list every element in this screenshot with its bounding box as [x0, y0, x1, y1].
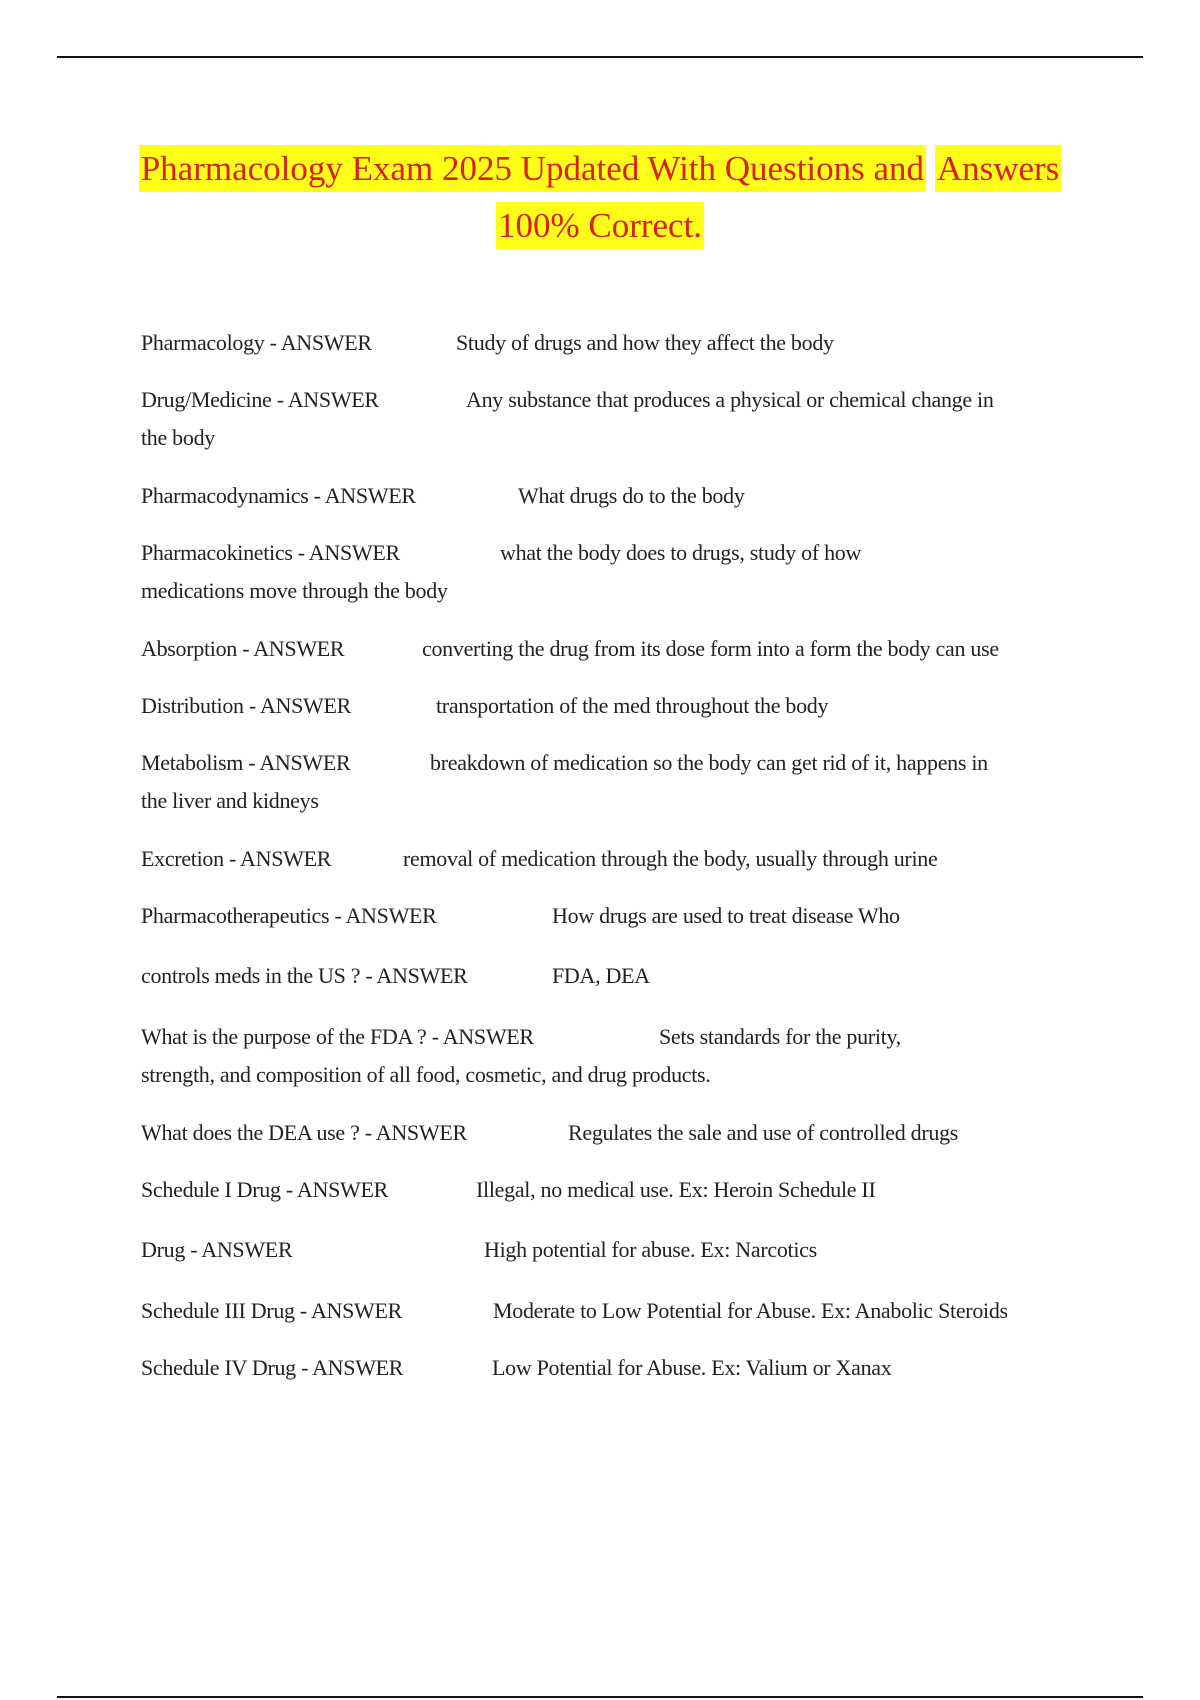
- qa-answer-continuation: the liver and kidneys: [141, 788, 319, 813]
- qa-answer: High potential for abuse. Ex: Narcotics: [484, 1237, 817, 1262]
- qa-answer: How drugs are used to treat disease Who: [552, 903, 900, 928]
- qa-answer: What drugs do to the body: [518, 483, 745, 508]
- qa-entry-pharmacotherapeutics: [141, 897, 1041, 935]
- qa-answer: Sets standards for the purity,: [659, 1024, 901, 1049]
- qa-term: Drug - ANSWER: [141, 1237, 293, 1262]
- document-title: [100, 140, 1100, 254]
- qa-answer-continuation: strength, and composition of all food, cosmetic, and drug products.: [141, 1062, 711, 1087]
- title-line-2: [100, 197, 1100, 254]
- qa-entry-absorption: [141, 630, 1041, 668]
- qa-entry-pharmacodynamics: [141, 477, 1041, 515]
- qa-term: Excretion - ANSWER: [141, 846, 332, 871]
- qa-answer: removal of medication through the body, usually through urine: [403, 846, 938, 871]
- qa-term: Schedule III Drug - ANSWER: [141, 1298, 403, 1323]
- qa-term: Distribution - ANSWER: [141, 693, 352, 718]
- bottom-rule: [57, 1696, 1143, 1698]
- qa-entry-schedule-ii: [141, 1231, 1041, 1269]
- qa-answer: FDA, DEA: [552, 963, 650, 988]
- qa-entry-fda-dea-control: [141, 957, 1041, 995]
- qa-answer-continuation: the body: [141, 425, 215, 450]
- qa-entry-pharmacokinetics: [141, 534, 1041, 610]
- qa-term: Pharmacodynamics - ANSWER: [141, 483, 416, 508]
- qa-entry-distribution: [141, 687, 1041, 725]
- qa-term: Schedule I Drug - ANSWER: [141, 1177, 388, 1202]
- qa-entry-dea-use: [141, 1114, 1041, 1152]
- qa-term: Drug/Medicine - ANSWER: [141, 387, 379, 412]
- qa-entry-pharmacology: [141, 324, 1041, 362]
- qa-entry-schedule-iii: [141, 1292, 1041, 1330]
- qa-answer: transportation of the med throughout the body: [436, 693, 829, 718]
- qa-entry-excretion: [141, 840, 1041, 878]
- qa-answer: Illegal, no medical use. Ex: Heroin Schedule II: [476, 1177, 876, 1202]
- qa-term: controls meds in the US ? - ANSWER: [141, 963, 468, 988]
- qa-term: What is the purpose of the FDA ? - ANSWER: [141, 1024, 534, 1049]
- qa-answer: what the body does to drugs, study of how: [500, 540, 862, 565]
- qa-answer: Any substance that produces a physical or chemical change in: [466, 387, 994, 412]
- qa-entry-schedule-i: [141, 1171, 1041, 1209]
- qa-answer: Moderate to Low Potential for Abuse. Ex: Anabolic Steroids: [493, 1298, 1008, 1323]
- qa-term: Schedule IV Drug - ANSWER: [141, 1355, 404, 1380]
- qa-term: Pharmacokinetics - ANSWER: [141, 540, 400, 565]
- qa-entry-fda-purpose: [141, 1018, 1041, 1094]
- qa-answer: Regulates the sale and use of controlled drugs: [568, 1120, 959, 1145]
- title-highlight-1: Pharmacology Exam 2025 Updated With Questions and: [139, 145, 926, 192]
- qa-term: Absorption - ANSWER: [141, 636, 345, 661]
- qa-term: What does the DEA use ? - ANSWER: [141, 1120, 467, 1145]
- qa-answer: Low Potential for Abuse. Ex: Valium or Xanax: [492, 1355, 892, 1380]
- qa-term: Pharmacotherapeutics - ANSWER: [141, 903, 437, 928]
- qa-answer: breakdown of medication so the body can get rid of it, happens in: [430, 750, 988, 775]
- qa-term: Pharmacology - ANSWER: [141, 330, 372, 355]
- title-highlight-3: 100% Correct.: [496, 202, 704, 249]
- qa-entry-metabolism: [141, 744, 1041, 820]
- qa-term: Metabolism - ANSWER: [141, 750, 351, 775]
- qa-answer: Study of drugs and how they affect the body: [456, 330, 834, 355]
- title-highlight-2: Answers: [935, 145, 1061, 192]
- qa-entry-drug-medicine: [141, 381, 1041, 457]
- top-rule: [57, 56, 1143, 58]
- qa-answer: converting the drug from its dose form into a form the body can use: [422, 636, 999, 661]
- qa-answer-continuation: medications move through the body: [141, 578, 448, 603]
- qa-entry-schedule-iv: [141, 1349, 1041, 1387]
- title-line-1: [100, 140, 1100, 197]
